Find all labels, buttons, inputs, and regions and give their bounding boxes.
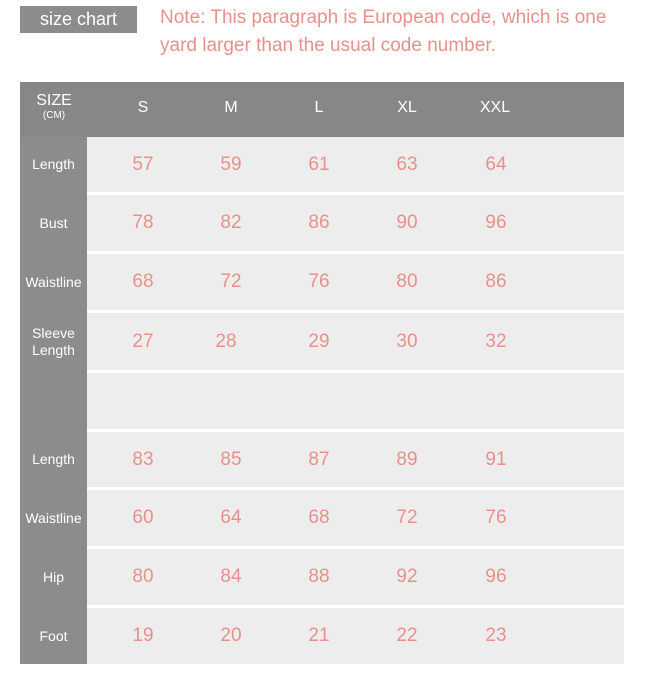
row-label: Foot — [39, 627, 68, 644]
table-row — [32, 432, 624, 487]
row-value-cell: 21 — [308, 625, 330, 646]
row-value-cell: 32 — [485, 330, 507, 352]
header-size-label: SIZE — [36, 92, 72, 109]
row-label: Hip — [42, 568, 64, 585]
row-value-cell: 80 — [396, 271, 418, 292]
row-value-cell — [466, 373, 526, 429]
row-value-cell — [201, 373, 261, 429]
size-chart-tag: size chart — [20, 6, 137, 33]
row-value-cell: 87 — [308, 448, 330, 470]
row-value-cell: 76 — [308, 271, 330, 292]
row-label: Sleeve Length — [32, 324, 75, 358]
table-row — [25, 490, 624, 546]
row-value-cell — [377, 373, 437, 429]
row-value-cell: 82 — [220, 212, 242, 233]
row-value-cell — [113, 373, 173, 429]
header-col-l: L — [314, 99, 324, 116]
table-header — [20, 82, 624, 137]
row-label: Bust — [39, 214, 68, 231]
row-value-cell: 19 — [132, 625, 154, 646]
row-value-cell: 22 — [396, 625, 418, 646]
header-size-cell — [20, 82, 88, 137]
row-value-cell: 27 — [132, 330, 154, 352]
table-row — [87, 373, 624, 429]
row-value-cell: 92 — [396, 566, 418, 587]
header-unit-label: (CM) — [42, 110, 66, 121]
row-value-cell: 20 — [220, 625, 242, 646]
row-value-cell: 76 — [485, 507, 507, 528]
row-value-cell: 60 — [132, 507, 154, 528]
row-value-cell: 91 — [485, 448, 507, 470]
header-col-s: S — [137, 99, 149, 116]
row-value-cell: 64 — [485, 153, 507, 175]
row-value-cell: 72 — [220, 271, 242, 292]
row-label: Length — [32, 451, 75, 467]
row-value-cell: 86 — [308, 212, 330, 233]
row-value-cell: 86 — [485, 271, 507, 292]
row-label: Waistline — [25, 273, 82, 290]
row-value-cell: 88 — [308, 566, 330, 587]
row-value-cell: 85 — [220, 448, 242, 470]
header-col-m: M — [224, 99, 238, 116]
table-row — [25, 254, 624, 310]
table-row — [39, 195, 624, 251]
row-value-cell: 59 — [220, 153, 242, 175]
note-text: Note: This paragraph is European code, which is one yard larger than the usual code number. — [160, 7, 607, 56]
row-value-cell: 68 — [308, 507, 330, 528]
row-value-cell: 64 — [220, 507, 242, 528]
row-value-cell: 28 — [215, 330, 237, 352]
table-row — [32, 313, 624, 370]
table-row — [39, 608, 624, 664]
row-label — [20, 373, 87, 429]
row-value-cell: 84 — [220, 566, 242, 587]
row-value-cell: 89 — [396, 448, 418, 470]
header-col-xl: XL — [397, 99, 417, 116]
row-value-cell: 90 — [396, 212, 418, 233]
header-col-xxl: XXL — [479, 99, 511, 116]
row-label: Waistline — [25, 509, 82, 526]
row-value-cell: 30 — [396, 330, 418, 352]
row-value-cell: 23 — [485, 625, 507, 646]
row-value-cell — [289, 373, 349, 429]
size-table — [20, 82, 624, 664]
row-value-cell: 68 — [132, 271, 154, 292]
row-value-cell: 29 — [308, 330, 330, 352]
row-value-cell: 57 — [132, 153, 154, 175]
row-value-cell: 72 — [396, 507, 418, 528]
row-value-cell: 63 — [396, 153, 418, 175]
row-value-cell: 78 — [132, 212, 154, 233]
row-value-cell: 96 — [485, 212, 507, 233]
row-value-cell: 61 — [308, 153, 330, 175]
table-row — [32, 137, 624, 192]
row-value-cell: 96 — [485, 566, 507, 587]
row-value-cell: 83 — [132, 448, 154, 470]
row-label: Length — [32, 156, 75, 172]
row-value-cell: 80 — [132, 566, 154, 587]
table-row — [42, 549, 624, 605]
